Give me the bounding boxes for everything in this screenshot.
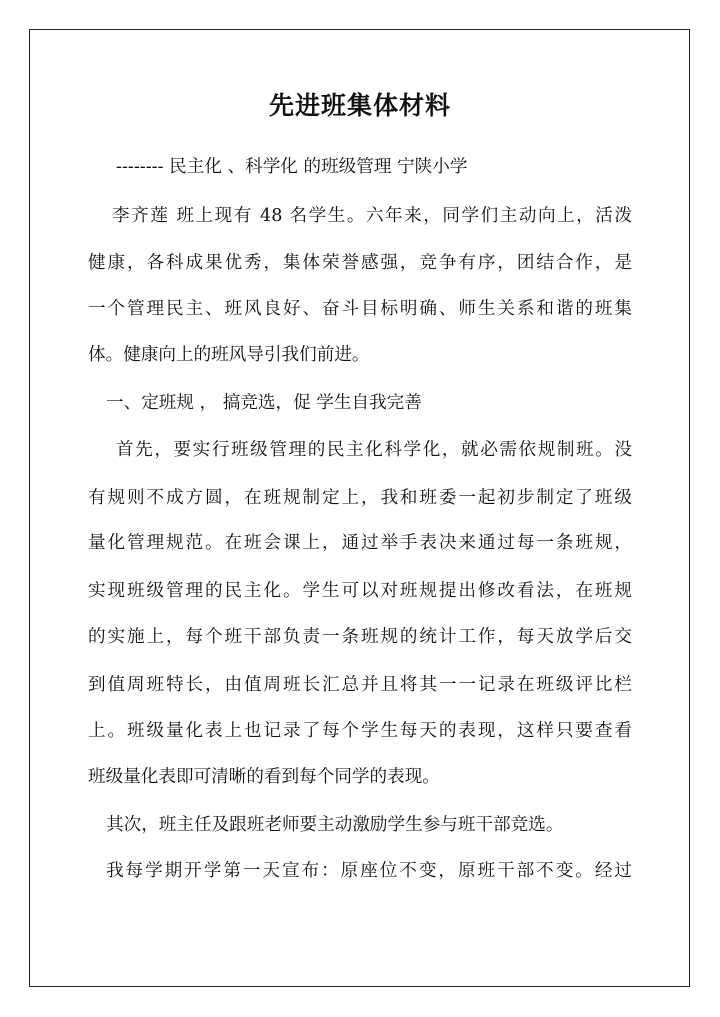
paragraph-line: 上。班级量化表上也记录了每个学生每天的表现，这样只要查看 (88, 721, 632, 741)
document-title: 先进班集体材料 (268, 91, 451, 120)
paragraph-line: 一个管理民主、班风良好、奋斗目标明确、师生关系和谐的班集 (88, 299, 632, 319)
paragraph-line: 的实施上，每个班干部负责一条班规的统计工作，每天放学后交 (88, 627, 632, 647)
paragraph-line: 我每学期开学第一天宣布：原座位不变，原班干部不变。经过 (106, 861, 632, 881)
paragraph-line: 健康，各科成果优秀，集体荣誉感强，竞争有序，团结合作，是 (88, 253, 632, 273)
paragraph-line: 李齐莲 班上现有 48 名学生。六年来，同学们主动向上，活泼 (112, 206, 632, 226)
section-heading: 一、定班规 ， 搞竞选，促 学生自我完善 (106, 393, 422, 413)
document-subtitle: -------- 民主化 、科学化 的班级管理 宁陕小学 (116, 157, 468, 177)
paragraph-line: 有规则不成方圆，在班规制定上，我和班委一起初步制定了班级 (88, 488, 632, 508)
paragraph-line: 首先，要实行班级管理的民主化科学化，就必需依规制班。没 (116, 440, 632, 460)
paragraph-line: 班级量化表即可清晰的看到每个同学的表现。 (88, 767, 440, 787)
paragraph-line: 量化管理规范。在班会课上，通过举手表决来通过每一条班规， (88, 533, 632, 553)
paragraph-line: 其次，班主任及跟班老师要主动激励学生参与班干部竞选。 (106, 815, 564, 835)
paragraph-line: 到值周班特长，由值周班长汇总并且将其一一记录在班级评比栏 (88, 675, 632, 695)
paragraph-line: 实现班级管理的民主化。学生可以对班规提出修改看法，在班规 (88, 581, 632, 601)
paragraph-line: 体。健康向上的班风导引我们前进。 (88, 345, 370, 365)
